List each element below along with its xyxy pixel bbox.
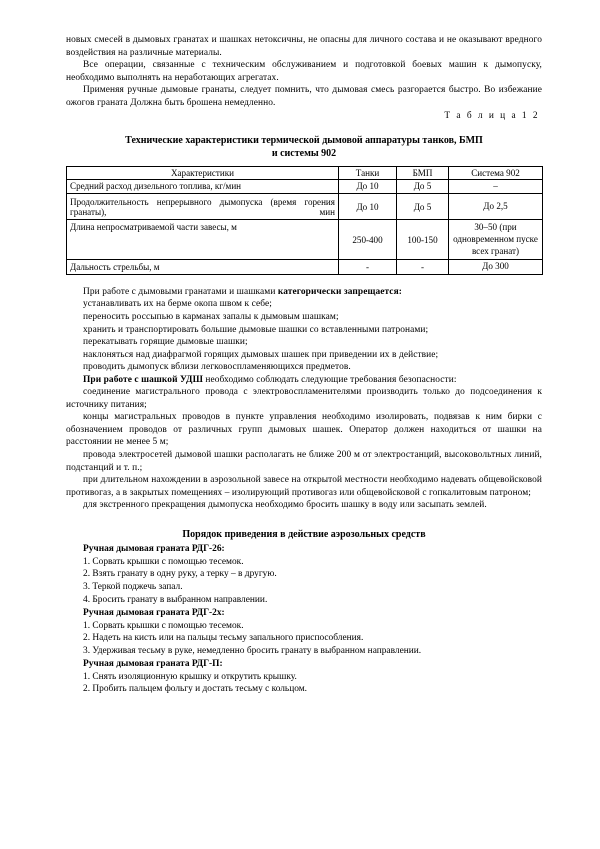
procedure-step: 3. Удерживая тесьму в руке, немедленно бросить гранату в выбранном направлении. <box>83 646 422 657</box>
cell-characteristic: Средний расход дизельного топлива, кг/мин <box>67 179 339 194</box>
intro-paragraph-2: Все операции, связанные с техническим обслуживанием и подготовкой боевых машин к дымопуску, необходимо выполнять на неработающих агрегатах. <box>66 60 542 83</box>
cell-characteristic: Продолжительность непрерывного дымопуска (время горения гранаты), мин <box>67 194 339 220</box>
cell-bmp: - <box>397 260 449 275</box>
udsh-item: для экстренного прекращения дымопуска необходимо бросить шашку в воду или засыпать землей. <box>83 500 487 511</box>
udsh-lead <box>66 374 542 387</box>
cell-bmp: До 5 <box>397 179 449 194</box>
table-header-row <box>67 166 543 179</box>
procedure-step: 2. Пробить пальцем фольгу и достать тесьму с кольцом. <box>83 684 308 695</box>
udsh-item: провода электросетей дымовой шашки располагать не ближе 200 м от электростанций, высоковольтных линий, подстанций и т. п.; <box>66 449 542 473</box>
prohibition-item: устанавливать их на берме окопа швом к себе; <box>83 299 272 310</box>
procedure-step: 2. Надеть на кисть или на пальцы тесьму запального приспособления. <box>83 633 364 644</box>
cell-bmp: 100-150 <box>397 220 449 260</box>
intro-paragraph-3: Применяя ручные дымовые гранаты, следует помнить, что дымовая смесь разгорается быстро. Во избежание ожогов граната Должна быть брошена немедленно. <box>66 85 542 108</box>
cell-system902: 30–50 (при одновременном пуске всех гранат) <box>449 220 543 260</box>
header-bmp: БМП <box>397 166 449 179</box>
cell-tanks: - <box>339 260 397 275</box>
procedure-group-rdg26 <box>66 543 542 607</box>
prohibitions-lead-plain: При работе с дымовыми гранатами и шашками <box>83 286 278 297</box>
table-title-line2: и системы 902 <box>271 148 337 160</box>
procedure-step: 1. Снять изоляционную крышку и открутить крышку. <box>83 671 297 682</box>
cell-tanks: До 10 <box>339 179 397 194</box>
cell-tanks: До 10 <box>339 194 397 220</box>
udsh-lead-plain: необходимо соблюдать следующие требования безопасности: <box>202 374 457 385</box>
cell-bmp: До 5 <box>397 194 449 220</box>
cell-characteristic: Длина непросматриваемой части завесы, м <box>67 220 339 260</box>
prohibition-item: хранить и транспортировать большие дымовые шашки со вставленными патронами; <box>83 324 429 335</box>
specifications-table <box>66 166 543 275</box>
procedure-heading: Ручная дымовая граната РДГ-2х: <box>83 607 225 618</box>
safety-rules-block <box>66 286 542 512</box>
prohibitions-lead-bold: категорически запрещается: <box>277 286 402 297</box>
table-row <box>67 220 543 260</box>
header-characteristics: Характеристики <box>67 166 339 179</box>
header-tanks: Танки <box>339 166 397 179</box>
table-row <box>67 179 543 194</box>
udsh-item: концы магистральных проводов в пункте управления необходимо изолировать, подвязав к ним бирки с обозначением проводов от различных групп дымовых шашек. Оператор должен находиться от шашки на расстоянии не менее 5 м; <box>66 412 542 448</box>
procedure-step: 4. Бросить гранату в выбранном направлении. <box>83 594 268 605</box>
procedure-step: 1. Сорвать крышки с помощью тесемок. <box>83 620 244 631</box>
prohibition-item: проводить дымопуск вблизи легковоспламеняющихся предметов. <box>83 362 351 373</box>
table-title-line1: Технические характеристики термической дымовой аппаратуры танков, БМП <box>125 135 483 147</box>
procedures-section-title: Порядок приведения в действие аэрозольных средств <box>182 528 426 540</box>
table-title <box>66 134 542 160</box>
prohibition-item: наклоняться над диафрагмой горящих дымовых шашек при приведении их в действие; <box>83 349 439 360</box>
procedure-group-rdgp <box>66 658 542 696</box>
intro-paragraph-1: новых смесей в дымовых гранатах и шашках нетоксичны, не опасны для личного состава и не оказывают вредного воздействия на различные материалы. <box>66 35 542 58</box>
udsh-item: соединение магистрального провода с электровоспламенителями производить только до подсоединения к источнику питания; <box>66 387 542 410</box>
cell-system902: До 300 <box>449 260 543 275</box>
procedure-step: 2. Взять гранату в одну руку, а терку – в другую. <box>83 569 277 580</box>
prohibition-item: перекатывать горящие дымовые шашки; <box>83 337 248 348</box>
cell-characteristic: Дальность стрельбы, м <box>67 260 339 275</box>
procedure-heading: Ручная дымовая граната РДГ-П: <box>83 658 223 669</box>
table-row <box>67 194 543 220</box>
prohibitions-lead <box>66 286 542 299</box>
prohibition-item: переносить россыпью в карманах запалы к дымовым шашкам; <box>83 311 339 322</box>
cell-tanks: 250-400 <box>339 220 397 260</box>
procedure-step: 1. Сорвать крышки с помощью тесемок. <box>83 556 244 567</box>
table-row <box>67 260 543 275</box>
udsh-item: при длительном нахождении в аэрозольной завесе на открытой местности необходимо надевать общевойсковой противогаз, а в закрытых помещениях – изолирующий противогаз или общевойсковой с гопкалитовым патроном; <box>66 475 542 498</box>
table-number-label: Т а б л и ц а 1 2 <box>444 111 539 122</box>
udsh-lead-bold: При работе с шашкой УДШ <box>83 374 203 385</box>
procedure-group-rdg2x <box>66 607 542 658</box>
cell-system902: До 2,5 <box>449 194 543 220</box>
procedure-heading: Ручная дымовая граната РДГ-26: <box>83 543 225 554</box>
procedure-step: 3. Теркой поджечь запал. <box>83 582 183 593</box>
cell-system902: – <box>449 179 543 194</box>
header-system902: Система 902 <box>449 166 543 179</box>
